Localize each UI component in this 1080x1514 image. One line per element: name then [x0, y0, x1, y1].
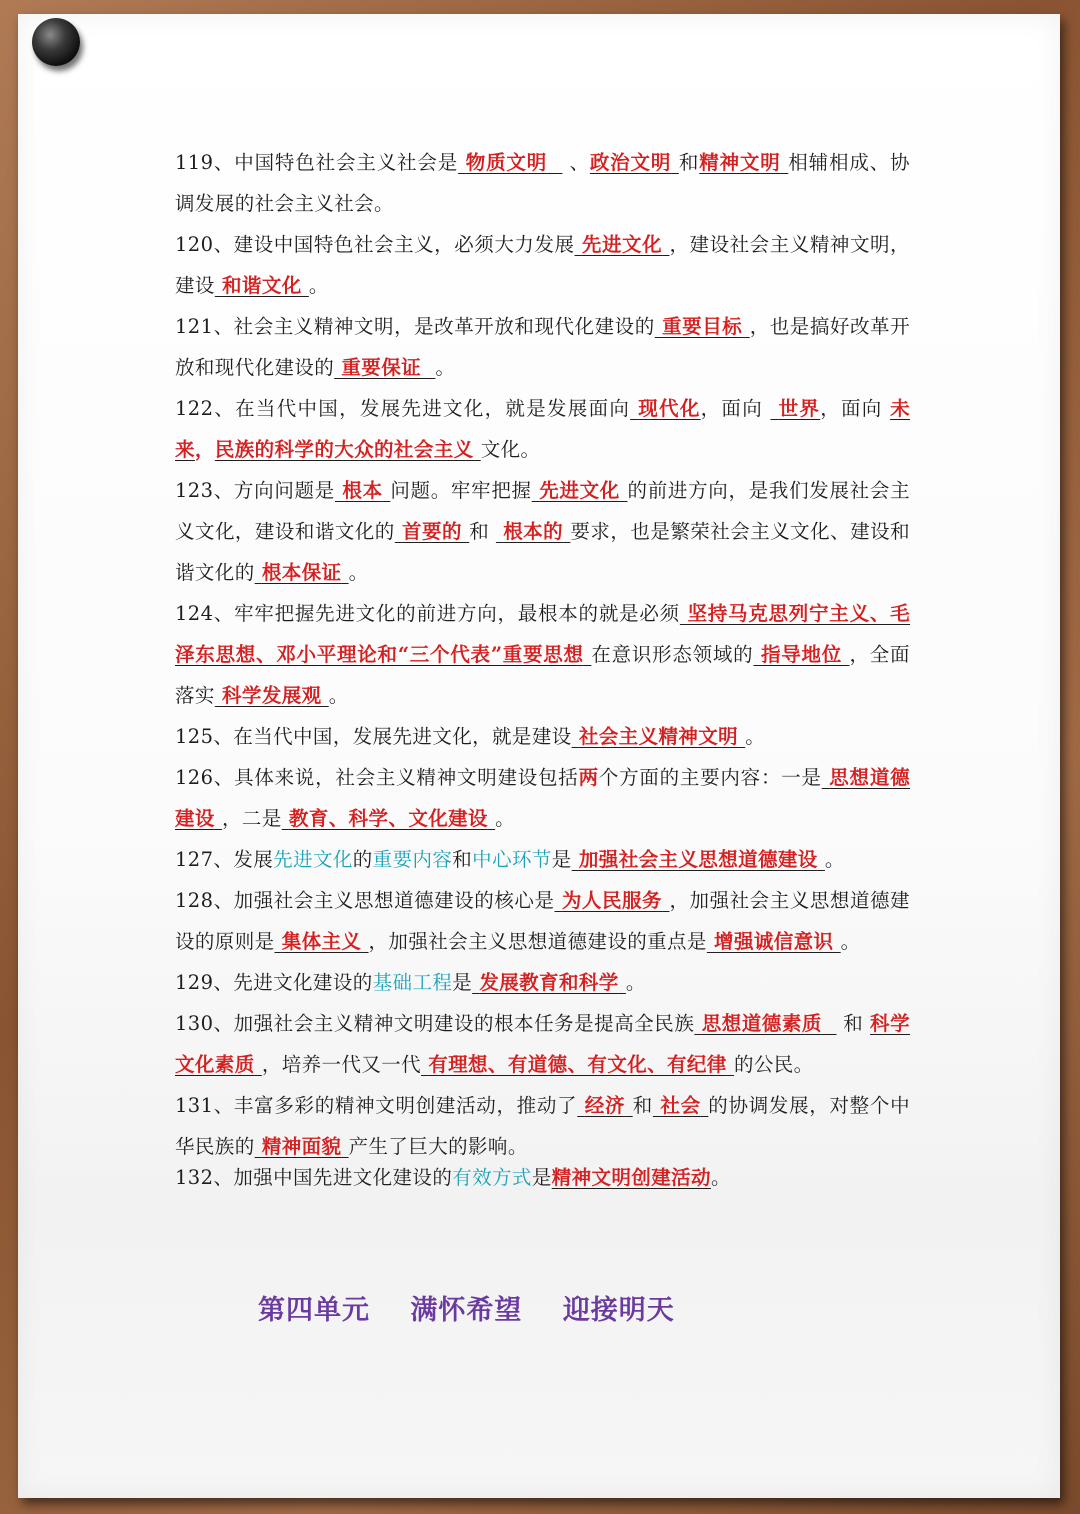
answer-blank: 集体主义	[281, 930, 362, 953]
answer-blank: 政治文明	[589, 151, 672, 174]
answer-blank: 教育、科学、文化建设	[288, 807, 488, 830]
question-list	[175, 142, 910, 1198]
question-120: 120、建设中国特色社会主义，必须大力发展 先进文化 ，建设社会主义精神文明，建设 和谐文化 。	[175, 233, 910, 297]
answer-blank: 精神面貌	[261, 1135, 342, 1158]
answer-blank: 根本	[342, 479, 383, 502]
answer-blank: 首要的	[402, 520, 462, 543]
answer-blank: 坚持马克思列宁主义、毛泽东思想、邓小平理论和“三个代表”重要思想	[175, 602, 910, 666]
answer-blank: 经济	[584, 1094, 626, 1117]
answer-blank: 现代化	[638, 397, 701, 420]
unit-heading: 第四单元 满怀希望 迎接明天	[258, 1295, 675, 1326]
question-124: 124、牢牢把握先进文化的前进方向，最根本的就是必须 坚持马克思列宁主义、毛泽东思想、邓小平理论和“三个代表”重要思想 在意识形态领域的 指导地位 ，全面落实 科学发展观 。	[175, 602, 910, 707]
question-126: 126、具体来说，社会主义精神文明建设包括两个方面的主要内容：一是 思想道德建设 ，二是 教育、科学、文化建设 。	[175, 766, 910, 830]
answer-blank: 有理想、有道德、有文化、有纪律	[428, 1053, 727, 1076]
thumbtack-icon	[32, 18, 80, 66]
question-121: 121、社会主义精神文明，是改革开放和现代化建设的 重要目标 ，也是搞好改革开放和现代化建设的 重要保证 。	[175, 315, 910, 379]
answer-blank: 先进文化	[539, 479, 621, 502]
answer-blank: 物质文明	[465, 151, 548, 174]
answer-blank: 指导地位	[760, 643, 842, 666]
answer-blank: 加强社会主义思想道德建设	[578, 848, 818, 871]
answer-blank: 社会主义精神文明	[578, 725, 739, 748]
question-119: 119、中国特色社会主义社会是 物质文明 、政治文明 和精神文明 相辅相成、协调发展的社会主义社会。	[175, 151, 910, 215]
answer-blank: 未来	[175, 397, 910, 461]
answer-blank: 思想道德素质	[701, 1012, 822, 1035]
question-125: 125、在当代中国，发展先进文化，就是建设 社会主义精神文明 。	[175, 725, 766, 748]
answer-blank: 精神文明	[699, 151, 781, 174]
answer-blank: 重要保证	[341, 356, 422, 379]
answer-blank: 为人民服务	[561, 889, 663, 912]
answer-blank: 世界	[778, 397, 821, 420]
question-127: 127、发展先进文化的重要内容和中心环节是 加强社会主义思想道德建设 。	[175, 848, 845, 871]
question-122: 122、在当代中国，发展先进文化，就是发展面向 现代化，面向 世界，面向 未来，民族的科学的大众的社会主义 文化。	[175, 397, 910, 461]
answer-blank: 民族的科学的大众的社会主义	[214, 438, 474, 461]
answer-blank: 重要目标	[662, 315, 743, 338]
answer-blank: 根本的	[503, 520, 564, 543]
answer-blank: 先进文化	[581, 233, 663, 256]
answer-blank: 精神文明创建活动	[551, 1166, 711, 1189]
question-131: 131、丰富多彩的精神文明创建活动，推动了 经济 和 社会 的协调发展，对整个中华民族的 精神面貌 产生了巨大的影响。	[175, 1094, 910, 1158]
answer-blank: 和谐文化	[222, 274, 302, 297]
answer-blank: 发展教育和科学	[479, 971, 619, 994]
question-130: 130、加强社会主义精神文明建设的根本任务是提高全民族 思想道德素质 和 科学文化素质 ，培养一代又一代 有理想、有道德、有文化、有纪律 的公民。	[175, 1012, 910, 1076]
answer-blank: 思想道德建设	[175, 766, 910, 830]
question-128: 128、加强社会主义思想道德建设的核心是 为人民服务 ，加强社会主义思想道德建设的原则是 集体主义 ，加强社会主义思想道德建设的重点是 增强诚信意识 。	[175, 889, 910, 953]
answer-blank: 社会	[660, 1094, 701, 1117]
answer-blank: 根本保证	[261, 561, 342, 584]
question-123: 123、方向问题是 根本 问题。牢牢把握 先进文化 的前进方向，是我们发展社会主义文化，建设和谐文化的 首要的 和 根本的 要求，也是繁荣社会主义文化、建设和谐文化的 根本保证 。	[175, 479, 910, 584]
question-129: 129、先进文化建设的基础工程是 发展教育和科学 。	[175, 971, 646, 994]
answer-blank: 科学发展观	[222, 684, 322, 707]
question-132: 132、加强中国先进文化建设的有效方式是精神文明创建活动。	[175, 1166, 731, 1189]
answer-blank: 科学文化素质	[175, 1012, 910, 1076]
answer-blank: 增强诚信意识	[714, 930, 834, 953]
